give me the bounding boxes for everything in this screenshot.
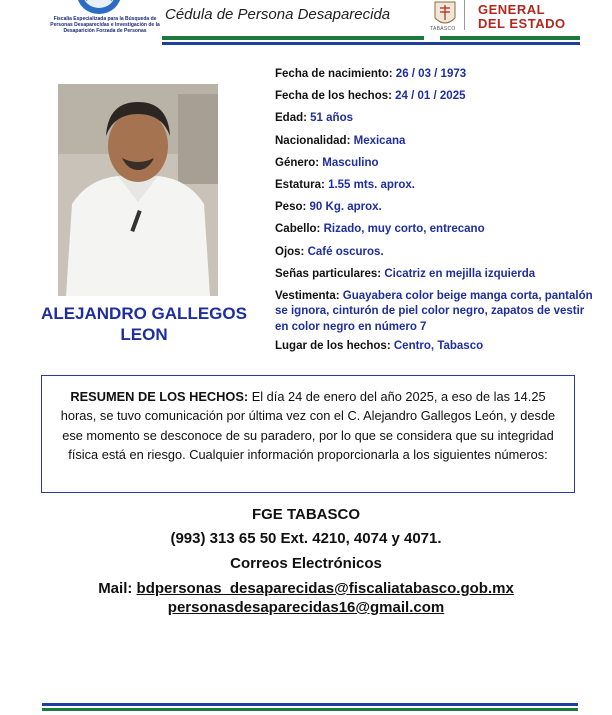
footer-rule-blue bbox=[42, 703, 578, 706]
detail-label: Nacionalidad: bbox=[275, 134, 351, 147]
detail-value: Guayabera color beige manga corta, pantalón se ignora, cinturón de piel color negro, zapatos de vestir en color negro en número 7 bbox=[275, 289, 593, 334]
detail-row bbox=[275, 289, 595, 336]
summary-label: RESUMEN DE LOS HECHOS: bbox=[70, 389, 249, 404]
detail-row bbox=[275, 111, 595, 127]
detail-label: Fecha de nacimiento: bbox=[275, 68, 393, 80]
email-line-2 bbox=[0, 599, 612, 616]
detail-value: 26 / 03 / 1973 bbox=[395, 68, 467, 80]
detail-row bbox=[275, 339, 595, 355]
email-line-1 bbox=[0, 580, 612, 597]
detail-row bbox=[275, 134, 595, 150]
detail-label: Edad: bbox=[275, 112, 307, 125]
detail-value: Mexicana bbox=[353, 134, 406, 147]
detail-row bbox=[275, 178, 595, 194]
tabasco-seal-icon bbox=[432, 0, 458, 28]
detail-value: Rizado, muy corto, entrecano bbox=[323, 223, 485, 236]
header-rule-green-right bbox=[440, 36, 580, 40]
footer-rule-green bbox=[42, 708, 578, 711]
detail-label: Cabello: bbox=[275, 223, 321, 236]
detail-row bbox=[275, 245, 595, 261]
detail-label: Señas particulares: bbox=[275, 267, 382, 280]
header-rule-blue bbox=[162, 42, 580, 45]
detail-row bbox=[275, 200, 595, 216]
detail-value: Cicatriz en mejilla izquierda bbox=[384, 267, 536, 280]
detail-value: Centro, Tabasco bbox=[393, 340, 484, 353]
institution-name-line2: DEL ESTADO bbox=[478, 16, 566, 31]
header-rule-green bbox=[162, 36, 424, 40]
detail-value: 51 años bbox=[310, 112, 353, 125]
detail-label: Fecha de los hechos: bbox=[275, 90, 392, 103]
contact-org: FGE TABASCO bbox=[251, 506, 361, 523]
detail-value: 1.55 mts. aprox. bbox=[328, 178, 415, 191]
mail-label: Mail: bbox=[98, 580, 137, 597]
fiscalia-logo-icon bbox=[74, 0, 124, 16]
detail-label: Ojos: bbox=[275, 245, 305, 258]
detail-row bbox=[275, 156, 595, 172]
detail-label: Lugar de los hechos: bbox=[275, 340, 391, 353]
detail-value: Masculino bbox=[322, 156, 379, 169]
email-link-2[interactable]: personasdesaparecidas16@gmail.com bbox=[167, 599, 445, 616]
detail-row bbox=[275, 67, 595, 83]
detail-row bbox=[275, 222, 595, 238]
person-details bbox=[275, 67, 595, 361]
detail-label: Vestimenta: bbox=[275, 289, 340, 302]
detail-row bbox=[275, 267, 595, 283]
detail-label: Estatura: bbox=[275, 178, 325, 191]
person-photo-icon bbox=[58, 84, 218, 296]
institution-name-line1: GENERAL bbox=[478, 2, 546, 17]
person-name: ALEJANDRO GALLEGOS LEON bbox=[41, 304, 247, 344]
detail-value: 24 / 01 / 2025 bbox=[395, 90, 466, 103]
detail-label: Peso: bbox=[275, 201, 307, 214]
person-photo bbox=[58, 84, 218, 296]
detail-value: 90 Kg. aprox. bbox=[309, 201, 382, 214]
summary-box bbox=[41, 375, 575, 493]
document-title: Cédula de Persona Desaparecida bbox=[165, 6, 391, 23]
detail-value: Café oscuros. bbox=[307, 245, 384, 258]
detail-row bbox=[275, 89, 595, 105]
header-divider bbox=[464, 0, 465, 30]
email-link-1[interactable]: bdpersonas_desaparecidas@fiscaliatabasco.gob.mx bbox=[136, 580, 514, 597]
logo-caption: Fiscalía Especializada para la Búsqueda de Personas Desaparecidas e Investigación de la Desaparición Forzada de Personas bbox=[50, 16, 160, 34]
contact-phone: (993) 313 65 50 Ext. 4210, 4074 y 4071. bbox=[170, 530, 442, 547]
seal-caption: TABASCO bbox=[430, 26, 456, 32]
detail-label: Género: bbox=[275, 156, 320, 169]
summary-text: El día 24 de enero del año 2025, a eso de las 14.25 horas, se tuvo comunicación por última vez con el C. Alejandro Gallegos León, y desde ese momento se desconoce de su paradero, por lo que se considera que su integridad física está en riesgo. Cualquier información proporcionarla a los siguientes números: bbox=[60, 389, 556, 462]
emails-heading: Correos Electrónicos bbox=[230, 555, 382, 572]
